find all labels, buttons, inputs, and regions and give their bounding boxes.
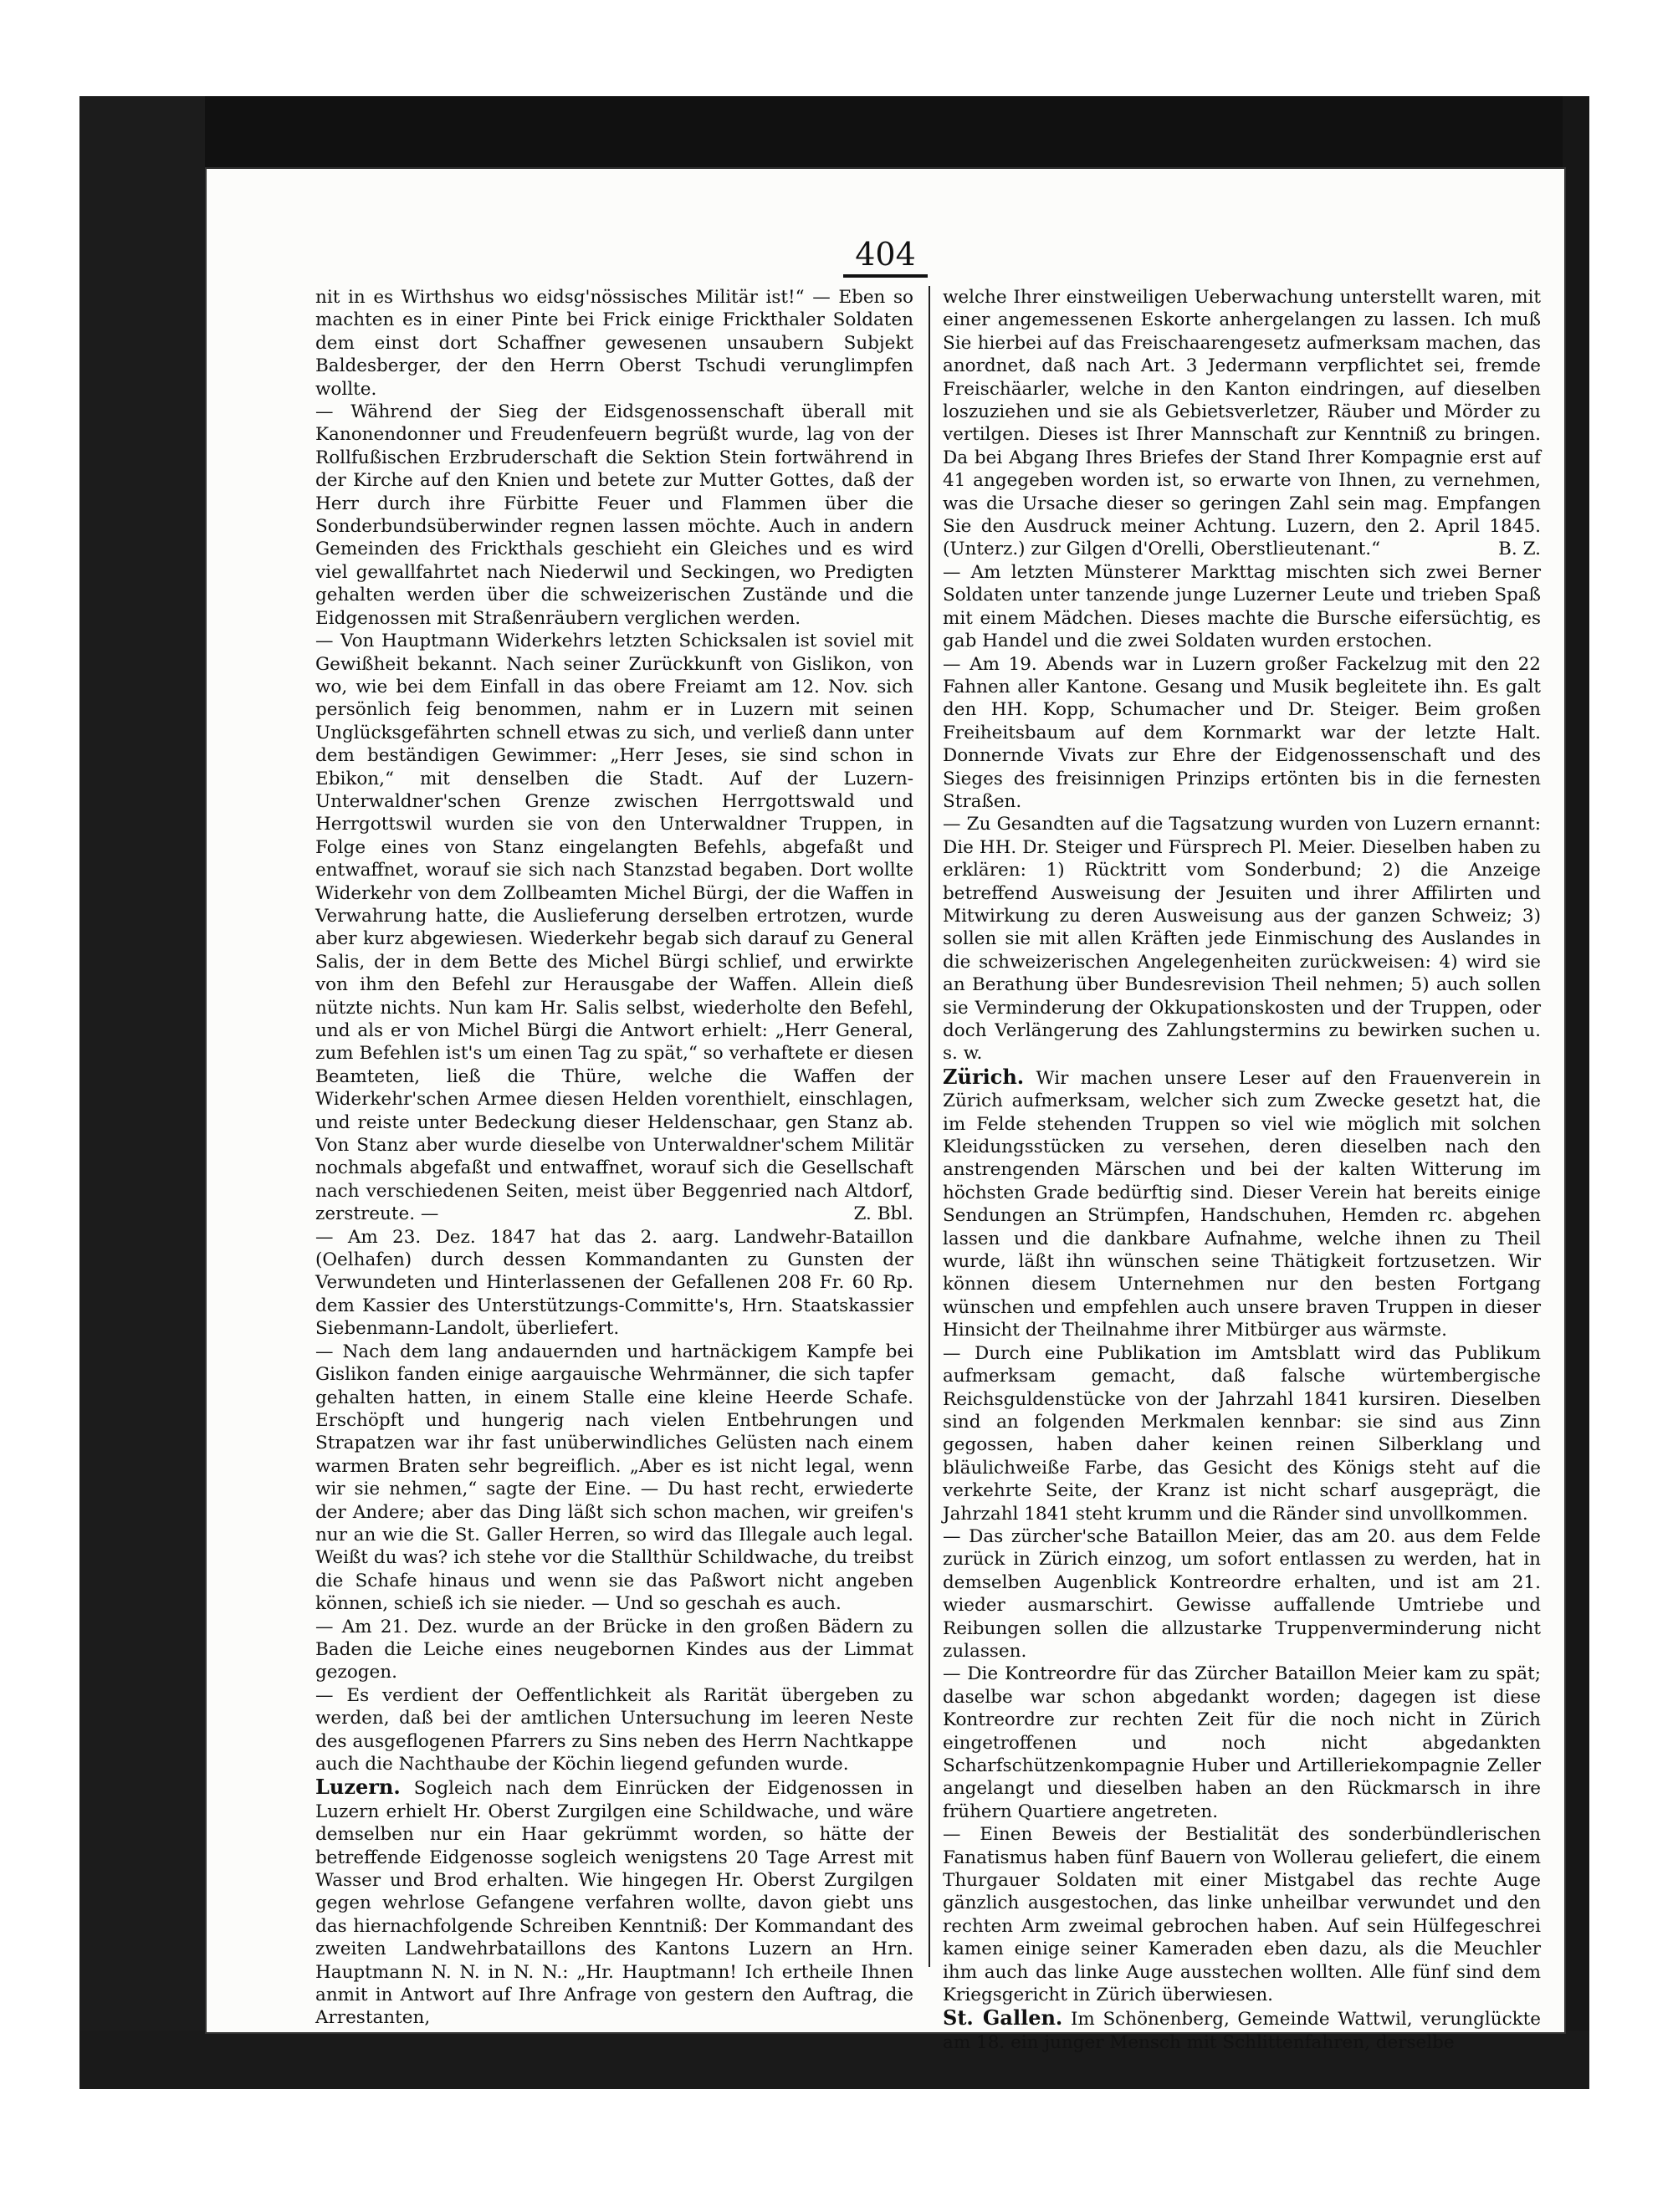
- section-heading: St. Gallen.: [943, 2005, 1063, 2031]
- paragraph-text: — Es verdient der Oeffentlichkeit als Rarität übergeben zu werden, daß bei der amtlichen Untersuchung im leeren Neste des ausgeflogenen Pfarrers zu Sins neben des Herrn Nachtkappe auch die Nachthaube der Köchin liegend gefunden wurde.: [315, 1684, 913, 1775]
- right-column: [943, 286, 1541, 2054]
- article-paragraph: [943, 1663, 1541, 1823]
- article-paragraph: [315, 286, 913, 401]
- scan-shadow-left: [79, 96, 205, 2061]
- paragraph-text: — Von Hauptmann Widerkehrs letzten Schicksalen ist soviel mit Gewißheit bekannt. Nach seiner Zurückkunft von Gislikon, von wo, wie bei dem Einfall in das obere Freiamt am 12. Nov. sich persönlich feig benommen, nahm er in Luzern mit seinen Unglücksgefährten schnell etwas zu sich, und verließ dann unter dem beständigen Gewimmer: „Herr Jeses, sie sind schon in Ebikon,“ mit denselben die Stadt. Auf der Luzern-Unterwaldner'schen Grenze zwischen Herrgottswald und Herrgottswil wurden sie von den Unterwaldner Truppen, in Folge eines von Stanz eingelangten Befehls, abgefaßt und entwaffnet, worauf sie sich nach Stanzstad begaben. Dort wollte Widerkehr von dem Zollbeamten Michel Bürgi, der die Waffen in Verwahrung hatte, die Auslieferung derselben ertrotzen, wurde aber kurz abgewiesen. Wiederkehr begab sich darauf zu General Salis, der in dem Bette des Michel Bürgi schlief, und erwirkte von ihm den Befehl zur Herausgabe der Waffen. Allein dieß nützte nichts. Nun kam Hr. Salis selbst, wiederholte den Befehl, und als er von Michel Bürgi die Antwort erhielt: „Herr General, zum Befehlen ist's um einen Tag zu spät,“ so verhaftete er diesen Beamteten, ließ die Thüre, welche die Waffen der Widerkehr'schen Armee diesen Helden vorenthielt, einschlagen, und reiste unter Bedeckung dieser Heldenschaar, gen Stanz ab. Von Stanz aber wurde dieselbe von Unterwaldner'schem Militär nochmals abgefaßt und entwaffnet, worauf sich die Gesellschaft nach verschiedenen Seiten, meist über Beggenried nach Altdorf, zerstreute. —: [315, 631, 913, 1225]
- article-paragraph: [315, 401, 913, 630]
- scan-shadow-top: [79, 96, 1577, 167]
- paragraph-text: Wir machen unsere Leser auf den Frauenverein in Zürich aufmerksam, welcher sich zum Zwecke gesetzt hat, die im Felde stehenden Truppen so viel wie möglich mit solchen Kleidungsstücken zu versehen, deren dieselben nach den anstrengenden Märschen und bei der kalten Witterung im höchsten Grade bedürftig sind. Dieser Verein hat bereits einige Sendungen an Strümpfen, Handschuhen, Hemden rc. abgehen lassen und die dankbare Aufnahme, welche ihnen zu Theil wurde, läßt ihn wünschen seine Thätigkeit fortzusetzen. Wir können diesem Unternehmen nur den besten Fortgang wünschen und empfehlen auch unsere braven Truppen in dieser Hinsicht der Theilnahme ihrer Mitbürger aus wärmste.: [943, 1067, 1541, 1341]
- paragraph-text: — Die Kontreordre für das Zürcher Bataillon Meier kam zu spät; daselbe war schon abgedankt worden; dagegen ist diese Kontreordre zur rechten Zeit für die noch nicht in Zürich eingetroffenen und noch nicht abgedankten Scharfschützenkompagnie Huber und Artilleriekompagnie Zeller angelangt und dieselben haben an den Rückmarsch in ihre frühern Quartiere angetreten.: [943, 1663, 1541, 1822]
- column-divider: [929, 286, 930, 1967]
- article-paragraph: [943, 2006, 1541, 2054]
- article-paragraph: [315, 1226, 913, 1341]
- paragraph-text: nit in es Wirthshus wo eidsg'nössisches Militär ist!“ — Eben so machten es in einer Pinte bei Frick einige Frickthaler Soldaten dem einst dort Schaffner gewesenen unsaubern Subjekt Baldesberger, der den Herrn Oberst Tschudi verunglimpfen wollte.: [315, 287, 913, 400]
- article-paragraph: [943, 286, 1541, 561]
- article-paragraph: [943, 1823, 1541, 2006]
- article-paragraph: [315, 1684, 913, 1776]
- article-paragraph: [943, 1065, 1541, 1342]
- paragraph-text: — Während der Sieg der Eidsgenossenschaft überall mit Kanonendonner und Freudenfeuern begrüßt wurde, lag von der Rollfußischen Erzbruderschaft die Sektion Stein fortwährend in der Kirche auf den Knien und betete zur Mutter Gottes, daß der Herr durch ihre Fürbitte Feuer und Flammen über die Sonderbundsüberwinder regnen lassen möchte. Auch in andern Gemeinden des Frickthals geschieht ein Gleiches und es wird viel gewallfahrtet nach Niederwil und Seckingen, wo Predigten gehalten werden über die schweizerischen Zustände und die Eidgenossen mit Straßenräubern verglichen werden.: [315, 401, 913, 629]
- paragraph-text: — Nach dem lang andauernden und hartnäckigem Kampfe bei Gislikon fanden einige aargauische Wehrmänner, die sich tapfer gehalten hatten, in einem Stalle eine kleine Heerde Schafe. Erschöpft und hungerig nach vielen Entbehrungen und Strapatzen war ihr fast unüberwindliches Gelüsten nach einem warmen Braten sehr begreiflich. „Aber es ist nicht legal, wenn wir sie nehmen,“ sagte der Eine. — Du hast recht, erwiederte der Andere; aber das Ding läßt sich schon machen, wir greifen's nur an wie die St. Galler Herren, so wird das Illegale auch legal. Weißt du was? ich stehe vor die Stallthür Schildwache, du treibst die Schafe hinaus und wenn sie das Paßwort nicht angeben können, schieß ich sie nieder. — Und so geschah es auch.: [315, 1341, 913, 1615]
- paragraph-text: Sogleich nach dem Einrücken der Eidgenossen in Luzern erhielt Hr. Oberst Zurgilgen eine Schildwache, und wäre demselben nur ein Haar gekrümmt worden, so hätte der betreffende Eidgenosse sogleich wenigstens 20 Tage Arrest mit Wasser und Brod erhalten. Wie hingegen Hr. Oberst Zurgilgen gegen wehrlose Gefangene verfahren wollte, davon giebt uns das hiernachfolgende Schreiben Kenntniß: Der Kommandant des zweiten Landwehrbataillons des Kantons Luzern an Hrn. Hauptmann N. N. in N. N.: „Hr. Hauptmann! Ich ertheile Ihnen anmit in Antwort auf Ihre Anfrage von gestern den Auftrag, die Arrestanten,: [315, 1778, 913, 2029]
- paragraph-text: — Das zürcher'sche Bataillon Meier, das am 20. aus dem Felde zurück in Zürich einzog, um sofort entlassen zu werden, hat in demselben Augenblick Kontreordre erhalten, und ist am 21. wieder ausmarschirt. Gewisse auffallende Umtriebe und Reibungen sollen die allzustarke Truppenverminderung nicht zulassen.: [943, 1525, 1541, 1662]
- article-paragraph: [943, 813, 1541, 1065]
- page-number: [207, 236, 1564, 273]
- paragraph-text: — Am 19. Abends war in Luzern großer Fackelzug mit den 22 Fahnen aller Kantone. Gesang und Musik begleitete ihn. Es galt den HH. Kopp, Schumacher und Dr. Steiger. Beim großen Freiheitsbaum auf dem Kornmarkt war der letzte Halt. Donnernde Vivats zur Ehre der Eidgenossenschaft und des Sieges des freisinnigen Prinzips ertönten bis in die fernesten Straßen.: [943, 653, 1541, 812]
- paragraph-text: — Am letzten Münsterer Markttag mischten sich zwei Berner Soldaten unter tanzende junge Luzerner Leute und trieben Spaß mit einem Mädchen. Dieses machte die Bursche eifersüchtig, es gab Handel und die zwei Soldaten wurden erstochen.: [943, 561, 1541, 652]
- paragraph-text: — Zu Gesandten auf die Tagsatzung wurden von Luzern ernannt: Die HH. Dr. Steiger und Fürsprech Pl. Meier. Dieselben haben zu erklären: 1) Rücktritt vom Sonderbund; 2) die Anzeige betreffend Ausweisung der Jesuiten und ihrer Affilirten und Mitwirkung zu deren Ausweisung aus der ganzen Schweiz; 3) sollen sie mit allen Kräften jede Einmischung des Auslandes in die schweizerischen Angelegenheiten zurückweisen: 4) wird sie an Berathung über Bundesrevision Theil nehmen; 5) auch sollen sie Verminderung der Okkupationskosten und der Truppen, oder doch Verlängerung des Zahlungstermins zu bewirken suchen u. s. w.: [943, 814, 1541, 1065]
- newspaper-page: [205, 167, 1566, 2053]
- article-paragraph: [943, 653, 1541, 814]
- paragraph-text: — Am 21. Dez. wurde an der Brücke in den großen Bädern zu Baden die Leiche eines neugebornen Kindes aus der Limmat gezogen.: [315, 1616, 913, 1683]
- paragraph-text: welche Ihrer einstweiligen Ueberwachung unterstellt waren, mit einer angemessenen Eskorte anhergelangen zu lassen. Ich muß Sie hierbei auf das Freischaarengesetz aufmerksam machen, das anordnet, daß nach Art. 3 Jedermann verpflichtet sei, fremde Freischäarler, welche in den Kanton eindringen, auf dieselben loszuziehen und sie als Gebietsverletzer, Räuber und Mörder zu vertilgen. Dieses ist Ihrer Mannschaft zur Kenntniß zu bringen. Da bei Abgang Ihres Briefes der Stand Ihrer Kompagnie erst auf 41 angegeben worden ist, so erwarte von Ihnen, zu vernehmen, was die Ursache dieser so geringen Zahl sein mag. Empfangen Sie den Ausdruck meiner Achtung. Luzern, den 2. April 1845. (Unterz.) zur Gilgen d'Orelli, Oberstlieutenant.“: [943, 287, 1541, 560]
- left-column: [315, 286, 913, 2030]
- article-paragraph: [943, 1342, 1541, 1525]
- article-paragraph: [315, 1341, 913, 1616]
- article-paragraph: [943, 1525, 1541, 1663]
- source-signature: Z. Bbl.: [853, 1203, 913, 1225]
- paragraph-text: Im Schönenberg, Gemeinde Wattwil, verunglückte am 18. ein junger Mensch mit Schlittenfahren, derselbe: [943, 2009, 1541, 2053]
- article-paragraph: [943, 561, 1541, 653]
- article-paragraph: [315, 1616, 913, 1684]
- article-paragraph: [315, 630, 913, 1226]
- source-signature: B. Z.: [1498, 539, 1541, 560]
- page-number-text: 404: [843, 236, 928, 278]
- section-heading: Luzern.: [315, 1775, 401, 1800]
- paragraph-text: — Einen Beweis der Bestialität des sonderbündlerischen Fanatismus haben fünf Bauern von Wollerau geliefert, die einem Thurgauer Soldaten mit einer Mistgabel das rechte Auge gänzlich ausgestochen, das linke unheilbar verwundet und den rechten Arm zweimal gebrochen haben. Auf sein Hülfegeschrei kamen einige seiner Kameraden eben dazu, als die Meuchler ihm auch das linke Auge ausstechen wollten. Alle fünf sind dem Kriegsgericht in Zürich überwiesen.: [943, 1824, 1541, 2006]
- article-paragraph: [315, 1775, 913, 2029]
- scan-shadow-right: [1563, 96, 1589, 2087]
- section-heading: Zürich.: [943, 1064, 1025, 1089]
- paragraph-text: — Durch eine Publikation im Amtsblatt wird das Publikum aufmerksam gemacht, daß falsche würtembergische Reichsguldenstücke von der Jahrzahl 1841 kursiren. Dieselben sind an folgenden Merkmalen kennbar: sie sind aus Zinn gegossen, haben daher keinen reinen Silberklang und bläulichweiße Farbe, das Gesicht des Königs steht auf die verkehrte Seite, der Kranz ist nicht scharf ausgeprägt, die Jahrzahl 1841 steht krumm und die Ränder sind unvollkommen.: [943, 1342, 1541, 1525]
- paragraph-text: — Am 23. Dez. 1847 hat das 2. aarg. Landwehr-Bataillon (Oelhafen) durch dessen Kommandanten zu Gunsten der Verwundeten und Hinterlassenen der Gefallenen 208 Fr. 60 Rp. dem Kassier des Unterstützungs-Committe's, Hrn. Staatskassier Siebenmann-Landolt, überliefert.: [315, 1226, 913, 1340]
